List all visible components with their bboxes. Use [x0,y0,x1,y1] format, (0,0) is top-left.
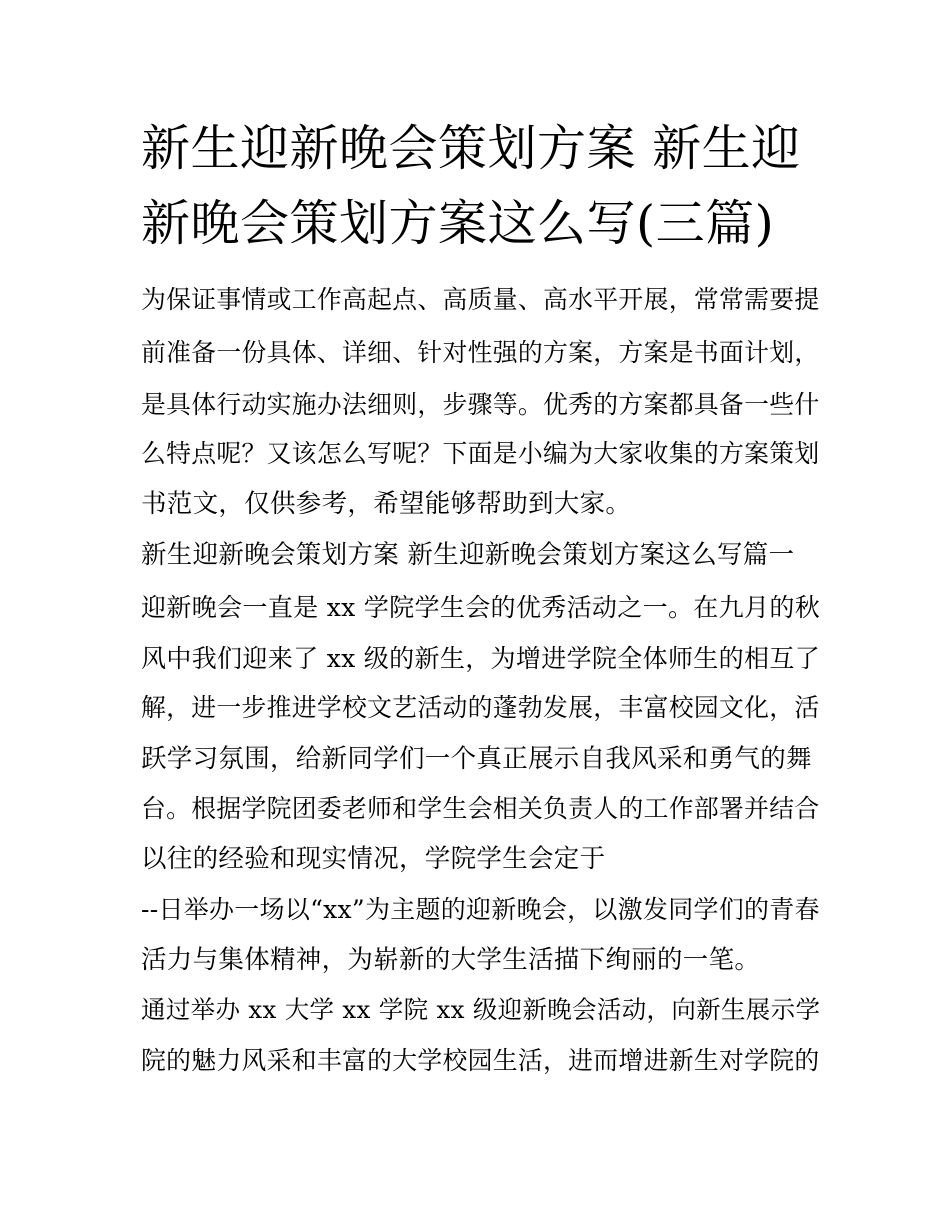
paragraph-line: 风中我们迎来了 xx 级的新生，为增进学院全体师生的相互了 [141,644,821,673]
paragraph-line: 为保证事情或工作高起点、高质量、高水平开展，常常需要提 [141,285,820,314]
paragraph-line: 么特点呢？又该怎么写呢？下面是小编为大家收集的方案策划 [141,439,820,468]
paragraph-line: 是具体行动实施办法细则，步骤等。优秀的方案都具备一些什 [141,390,820,419]
paragraph-line: --日举办一场以“xx”为主题的迎新晚会，以激发同学们的青春 [141,895,820,924]
paragraph-line: 解，进一步推进学校文艺活动的蓬勃发展，丰富校园文化，活 [141,693,820,722]
paragraph-line: 通过举办 xx 大学 xx 学院 xx 级迎新晚会活动，向新生展示学 [141,995,821,1024]
paragraph-line: 前准备一份具体、详细、针对性强的方案，方案是书面计划， [141,338,820,367]
paragraph-line: 书范文，仅供参考，希望能够帮助到大家。 [141,489,632,519]
document-title-line-2: 新晚会策划方案这么写(三篇) [141,195,775,252]
paragraph-line: 台。根据学院团委老师和学生会相关负责人的工作部署并结合 [141,794,820,823]
paragraph-line: 迎新晚会一直是 xx 学院学生会的优秀活动之一。在九月的秋 [141,593,821,622]
paragraph-line: 活力与集体精神，为崭新的大学生活描下绚丽的一笔。 [141,945,761,975]
paragraph-line: 院的魅力风采和丰富的大学校园生活，进而增进新生对学院的 [141,1046,820,1075]
paragraph-line: 以往的经验和现实情况，学院学生会定于 [141,844,606,874]
document-title-line-1: 新生迎新晚会策划方案 新生迎 [141,120,801,177]
section-heading: 新生迎新晚会策划方案 新生迎新晚会策划方案这么写篇一 [141,540,795,570]
paragraph-line: 跃学习氛围，给新同学们一个真正展示自我风采和勇气的舞 [141,744,812,774]
